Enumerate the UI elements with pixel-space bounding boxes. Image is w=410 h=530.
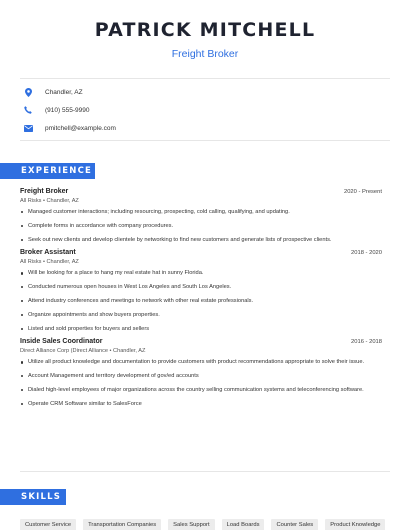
job-bullet: Listed and sold properties for buyers and sellers — [20, 325, 382, 333]
contact-phone-text: (910) 555-9990 — [45, 106, 90, 114]
location-pin-icon — [23, 87, 33, 97]
skill-tag: Transportation Companies — [83, 519, 161, 530]
email-icon — [23, 123, 33, 133]
contact-phone — [20, 101, 390, 119]
section-divider — [20, 471, 390, 472]
job-bullet: Utilize all product knowledge and documentation to provide customers with product recommendations appropriate to solve their issue. — [20, 358, 382, 366]
job-bullet: Account Management and territory development of gov/ed accounts — [20, 372, 382, 380]
job-role: Inside Sales Coordinator — [20, 338, 103, 346]
skills-list — [20, 519, 385, 530]
contact-info — [20, 78, 390, 141]
contact-location-text: Chandler, AZ — [45, 88, 83, 96]
job-company: All Risks • Chandler, AZ — [20, 198, 79, 204]
job-bullet: Operate CRM Software similar to SalesForce — [20, 400, 382, 408]
phone-icon — [23, 105, 33, 115]
experience-section-heading: EXPERIENCE — [0, 163, 95, 179]
job-bullet: Seek out new clients and develop clientele by networking to find new customers and generate lists of prospective clients. — [20, 236, 382, 244]
skill-tag: Counter Sales — [271, 519, 318, 530]
experience-list — [20, 188, 382, 414]
candidate-title: Freight Broker — [171, 48, 239, 60]
contact-email-text: pmitchell@example.com — [45, 124, 116, 132]
job-dates: 2020 - Present — [343, 189, 382, 195]
skill-tag: Customer Service — [20, 519, 76, 530]
job-bullet: Attend industry conferences and meetings to network with other real estate professionals. — [20, 297, 382, 305]
skills-section-heading: SKILLS — [0, 489, 66, 505]
candidate-name: PATRICK MITCHELL — [94, 19, 316, 41]
job-bullet: Complete forms in accordance with company procedures. — [20, 222, 382, 230]
resume-header — [0, 0, 410, 61]
job-bullet: Managed customer interactions; including resourcing, prospecting, cold calling, qualifying, and updating. — [20, 208, 382, 216]
job-company: All Risks • Chandler, AZ — [20, 259, 79, 266]
job-dates: 2018 - 2020 — [351, 250, 382, 257]
job-dates: 2016 - 2018 — [351, 339, 382, 346]
job-bullet: Conducted numerous open houses in West Los Angeles and South Los Angeles. — [20, 283, 382, 291]
job-role: Freight Broker — [20, 188, 69, 195]
job-role: Broker Assistant — [20, 249, 76, 257]
skill-tag: Load Boards — [222, 519, 265, 530]
contact-email — [20, 119, 390, 137]
job-entry — [20, 249, 382, 332]
job-company: Direct Alliance Corp (Direct Alliance • Chandler, AZ — [20, 348, 146, 355]
job-bullet: Organize appointments and show buyers properties. — [20, 311, 382, 319]
job-bullet: Dialed high-level employees of major organizations across the country selling communication systems and teleconferencing software. — [20, 386, 382, 394]
skill-tag: Sales Support — [168, 519, 214, 530]
job-bullet: Will be looking for a place to hang my real estate hat in sunny Florida. — [20, 269, 382, 277]
skill-tag: Product Knowledge — [325, 519, 385, 530]
job-entry — [20, 188, 382, 244]
contact-location — [20, 83, 390, 101]
job-entry — [20, 338, 382, 408]
